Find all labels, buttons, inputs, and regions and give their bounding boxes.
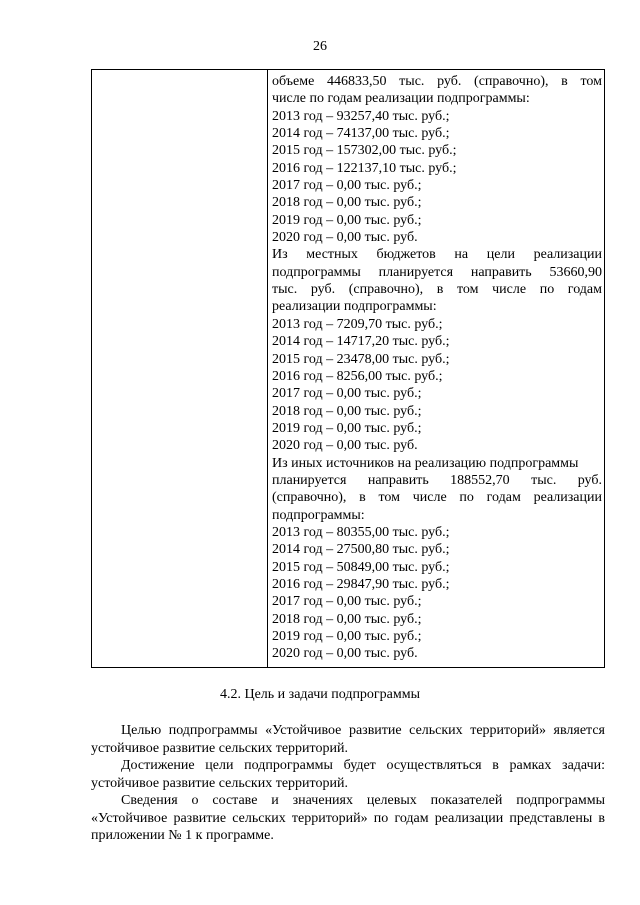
table-line: 2013 год – 93257,40 тыс. руб.;	[272, 108, 450, 124]
table-line: 2019 год – 0,00 тыс. руб.;	[272, 212, 422, 228]
table-line: 2017 год – 0,00 тыс. руб.;	[272, 178, 422, 194]
table-line: 2020 год – 0,00 тыс. руб.	[272, 438, 418, 454]
table-line: объеме 446833,50 тыс. руб. (справочно), в том	[272, 74, 602, 89]
section-body	[91, 722, 605, 845]
table-line: 2013 год – 80355,00 тыс. руб.;	[272, 524, 450, 540]
table-line: 2016 год – 122137,10 тыс. руб.;	[272, 160, 457, 176]
paragraph-goal: Целью подпрограммы «Устойчивое развитие сельских территорий» является устойчивое развитие сельских территорий.	[91, 723, 605, 756]
table-line: Из иных источников на реализацию подпрограммы	[272, 455, 579, 471]
table-line: 2015 год – 50849,00 тыс. руб.;	[272, 559, 450, 575]
table-line: 2016 год – 8256,00 тыс. руб.;	[272, 368, 443, 384]
table-line: планируется направить 188552,70 тыс. руб.	[272, 472, 602, 488]
page-number: 26	[313, 39, 327, 54]
table-line: 2017 год – 0,00 тыс. руб.;	[272, 386, 422, 402]
table-line: 2019 год – 0,00 тыс. руб.;	[272, 420, 422, 436]
table-line: 2018 год – 0,00 тыс. руб.;	[272, 403, 422, 419]
table-line: подпрограммы:	[272, 507, 365, 523]
table-line: (справочно), в том числе по годам реализации	[272, 490, 602, 506]
table-line: 2015 год – 23478,00 тыс. руб.;	[272, 351, 450, 367]
subprogram-funding-table	[91, 69, 605, 668]
table-line: 2016 год – 29847,90 тыс. руб.;	[272, 576, 450, 592]
table-line: реализации подпрограммы:	[272, 299, 437, 315]
table-line: 2013 год – 7209,70 тыс. руб.;	[272, 316, 443, 332]
paragraph-achievement: Достижение цели подпрограммы будет осуществляться в рамках задачи: устойчивое развитие сельских территорий.	[91, 758, 605, 791]
table-line: 2015 год – 157302,00 тыс. руб.;	[272, 143, 457, 159]
table-line: 2014 год – 14717,20 тыс. руб.;	[272, 334, 450, 350]
table-line: 2020 год – 0,00 тыс. руб.	[272, 230, 418, 246]
table-line: 2020 год – 0,00 тыс. руб.	[272, 646, 418, 662]
table-line: Из местных бюджетов на цели реализации	[272, 247, 602, 263]
table-line: 2014 год – 74137,00 тыс. руб.;	[272, 126, 450, 142]
table-line: 2019 год – 0,00 тыс. руб.;	[272, 629, 422, 644]
table-line: 2017 год – 0,00 тыс. руб.;	[272, 594, 422, 610]
table-column-divider	[267, 70, 268, 667]
table-line: числе по годам реализации подпрограммы:	[272, 91, 530, 107]
table-line: 2014 год – 27500,80 тыс. руб.;	[272, 542, 450, 558]
table-line: 2018 год – 0,00 тыс. руб.;	[272, 611, 422, 627]
table-line: тыс. руб. (справочно), в том числе по годам	[272, 282, 602, 298]
table-line: подпрограммы планируется направить 53660,90	[272, 264, 602, 280]
table-right-cell	[272, 73, 602, 663]
table-line: 2018 год – 0,00 тыс. руб.;	[272, 195, 422, 211]
section-heading: 4.2. Цель и задачи подпрограммы	[219, 687, 421, 702]
paragraph-indicators: Сведения о составе и значениях целевых показателей подпрограммы «Устойчивое развитие сельских территорий» по годам реализации представлены в приложении № 1 к программе.	[91, 793, 605, 843]
